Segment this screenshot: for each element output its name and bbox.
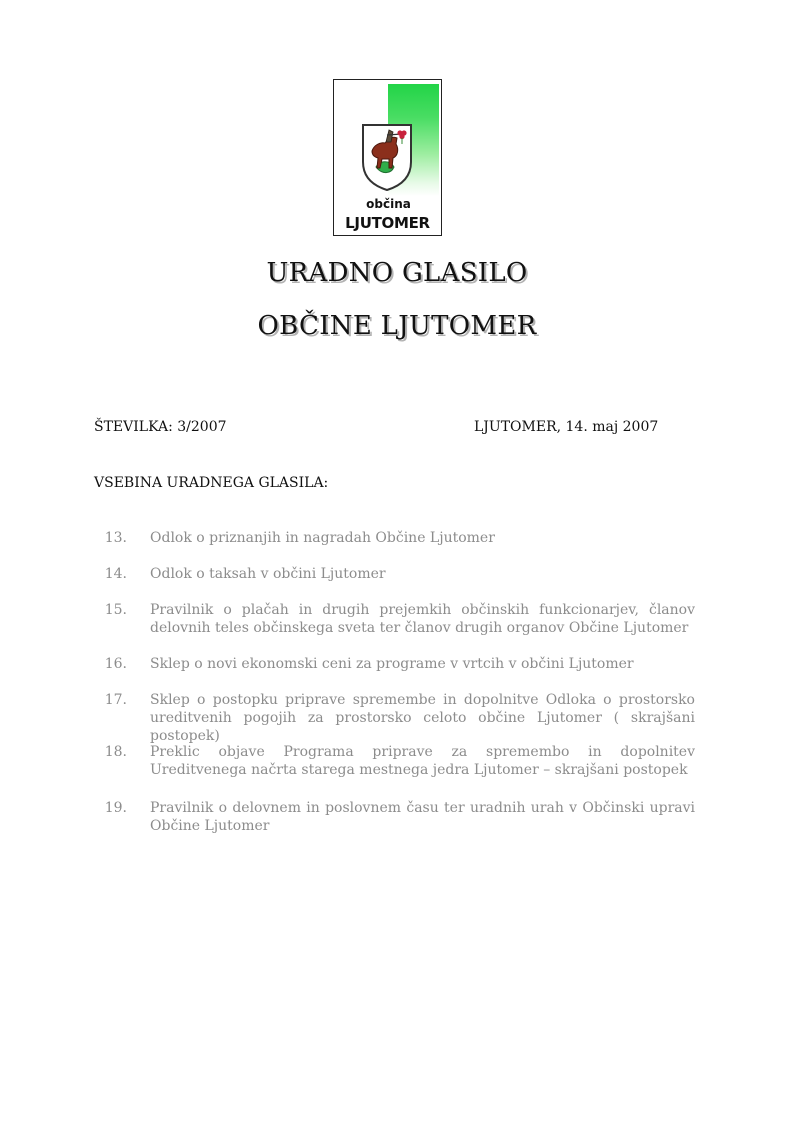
toc-item-number: 18. (104, 744, 127, 760)
logo-big-text: LJUTOMER (345, 214, 430, 232)
toc-item-text: Pravilnik o delovnem in poslovnem času ter uradnih urah v Občinski upravi Občine Ljutomer (150, 800, 695, 834)
toc-item-number: 14. (104, 566, 127, 582)
toc-item-text: Pravilnik o plačah in drugih prejemkih občinskih funkcionarjev, članov delovnih teles občinskega sveta ter članov drugih organov Občine Ljutomer (150, 602, 695, 636)
toc-item-number: 19. (104, 800, 127, 816)
toc-item-text: Preklic objave Programa priprave za spremembo in dopolnitev Ureditvenega načrta starega mestnega jedra Ljutomer – skrajšani postopek (150, 744, 695, 778)
toc-item-text: Sklep o novi ekonomski ceni za programe v vrtcih v občini Ljutomer (150, 656, 634, 672)
contents-heading: VSEBINA URADNEGA GLASILA: (94, 475, 329, 491)
document-title-line-1: URADNO GLASILO (266, 258, 528, 288)
document-title-line-2: OBČINE LJUTOMER (257, 311, 537, 341)
toc-item-text: Odlok o taksah v občini Ljutomer (150, 566, 386, 582)
coat-of-arms-icon (360, 122, 414, 192)
toc-item-number: 15. (104, 602, 127, 618)
toc-item-text: Sklep o postopku priprave spremembe in dopolnitve Odloka o prostorsko ureditvenih pogojih za prostorsko celoto občine Ljutomer ( skrajšani postopek) (150, 692, 695, 744)
toc-item-number: 17. (104, 692, 127, 708)
issue-number: ŠTEVILKA: 3/2007 (94, 419, 227, 435)
toc-item-number: 13. (104, 530, 127, 546)
toc-item-text: Odlok o priznanjih in nagradah Občine Ljutomer (150, 530, 495, 546)
municipality-logo (333, 79, 442, 236)
issue-date: LJUTOMER, 14. maj 2007 (474, 419, 659, 435)
toc-item-number: 16. (104, 656, 127, 672)
logo-small-text: občina (366, 197, 411, 211)
